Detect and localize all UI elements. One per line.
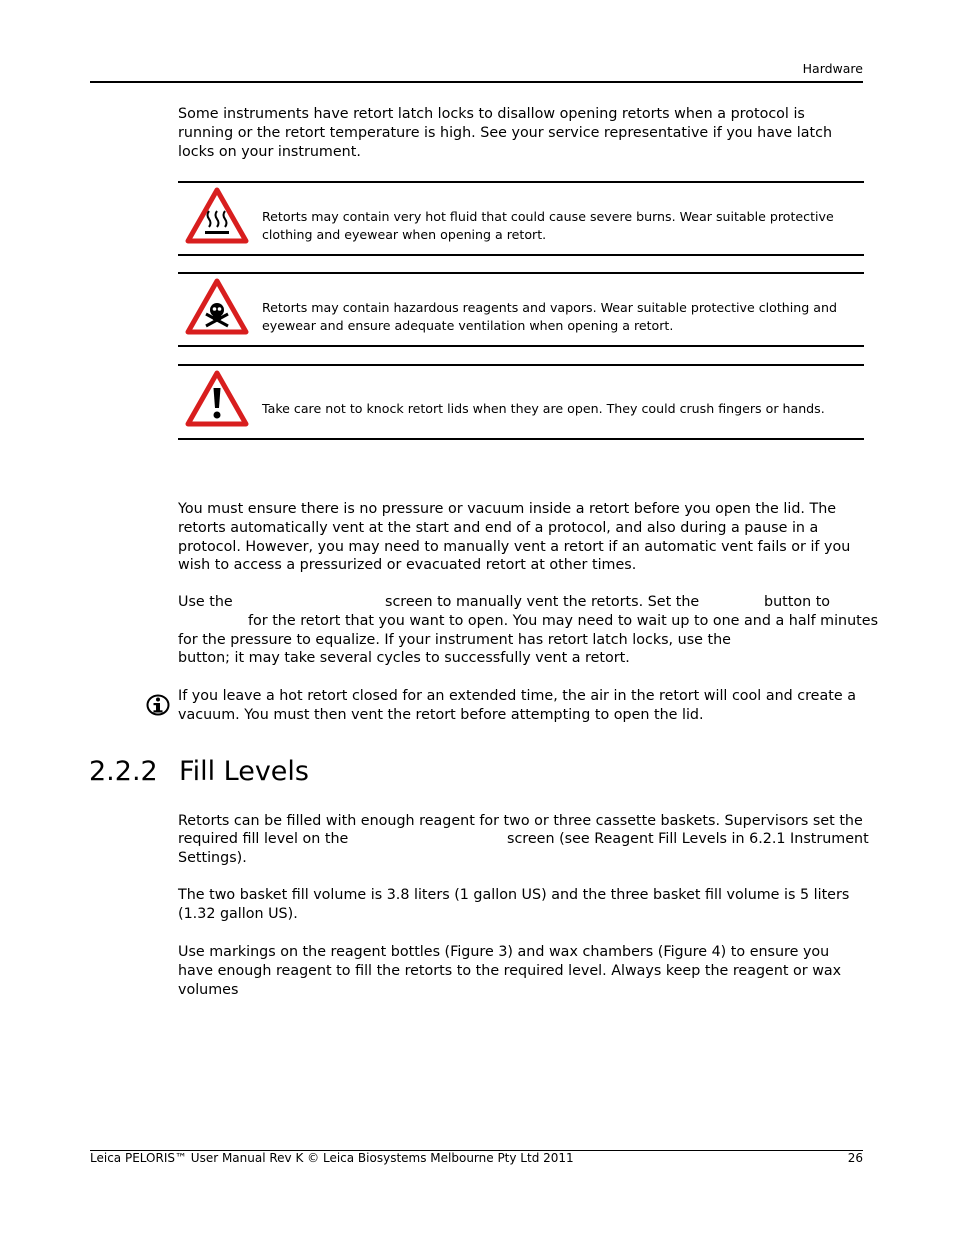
warning-rule — [178, 438, 864, 440]
warning-rule — [178, 272, 864, 274]
fill-line-3: Settings). — [178, 850, 247, 866]
info-icon — [146, 694, 170, 716]
venting-paragraph: You must ensure there is no pressure or vacuum inside a retort before you open the lid. The retorts automatically vent at the start and end of a protocol, and also during a pause in a protocol. However, you may need to manually vent a retort if an automatic vent fails or if you wish to access a pressurized or evacuated retort at other times. — [178, 501, 851, 574]
vent-line-2: for the retort that you want to open. You may need to wait up to one and a half minutes — [248, 613, 879, 629]
vent-line-screen: screen to manually vent the retorts. Set the — [385, 594, 700, 610]
section-title: Fill Levels — [179, 756, 309, 787]
warning-rule — [178, 181, 864, 183]
vent-line-button-to: button to — [764, 594, 831, 610]
warning-rule — [178, 345, 864, 347]
warning-text: Retorts may contain hazardous reagents and vapors. Wear suitable protective clothing and eyewear and ensure adequate ventilation when opening a retort. — [262, 300, 837, 333]
page-number: 26 — [847, 1151, 863, 1165]
warning-rule — [178, 364, 864, 366]
section-number: 2.2.2 — [89, 756, 158, 787]
warning-text: Take care not to knock retort lids when they are open. They could crush fingers or hands. — [262, 401, 825, 416]
warning-rule — [178, 254, 864, 256]
section-heading — [89, 755, 309, 789]
general-warning-icon — [185, 370, 249, 427]
fill-markings-paragraph: Use markings on the reagent bottles (Figure 3) and wax chambers (Figure 4) to ensure you have enough reagent to fill the retorts to the required level. Always keep the reagent or wax volumes — [178, 944, 842, 998]
vent-line-use-the: Use the — [178, 594, 233, 610]
warning-text: Retorts may contain very hot fluid that could cause severe burns. Wear suitable protective clothing and eyewear when opening a retort. — [262, 209, 834, 242]
toxic-hazard-warning-icon — [185, 278, 249, 335]
footer-copyright: Leica PELORIS™ User Manual Rev K © Leica Biosystems Melbourne Pty Ltd 2011 — [90, 1151, 574, 1165]
fill-line-2b: screen (see Reagent Fill Levels in 6.2.1 Instrument — [507, 831, 869, 847]
hot-surface-warning-icon — [185, 187, 249, 244]
header-rule — [90, 81, 863, 83]
running-header-section: Hardware — [802, 61, 863, 76]
intro-paragraph: Some instruments have retort latch locks to disallow opening retorts when a protocol is running or the retort temperature is high. See your service representative if you have latch locks on your instrument. — [178, 106, 833, 160]
fill-line-2a: required fill level on the — [178, 831, 349, 847]
vent-line-4: button; it may take several cycles to successfully vent a retort. — [178, 650, 630, 666]
fill-line-1: Retorts can be filled with enough reagent for two or three cassette baskets. Supervisors set the — [178, 813, 863, 829]
vent-line-3: for the pressure to equalize. If your instrument has retort latch locks, use the — [178, 632, 731, 648]
fill-volume-paragraph: The two basket fill volume is 3.8 liters (1 gallon US) and the three basket fill volume is 5 liters (1.32 gallon US). — [178, 887, 850, 922]
note-text: If you leave a hot retort closed for an extended time, the air in the retort will cool and create a vacuum. You must then vent the retort before attempting to open the lid. — [178, 688, 856, 723]
